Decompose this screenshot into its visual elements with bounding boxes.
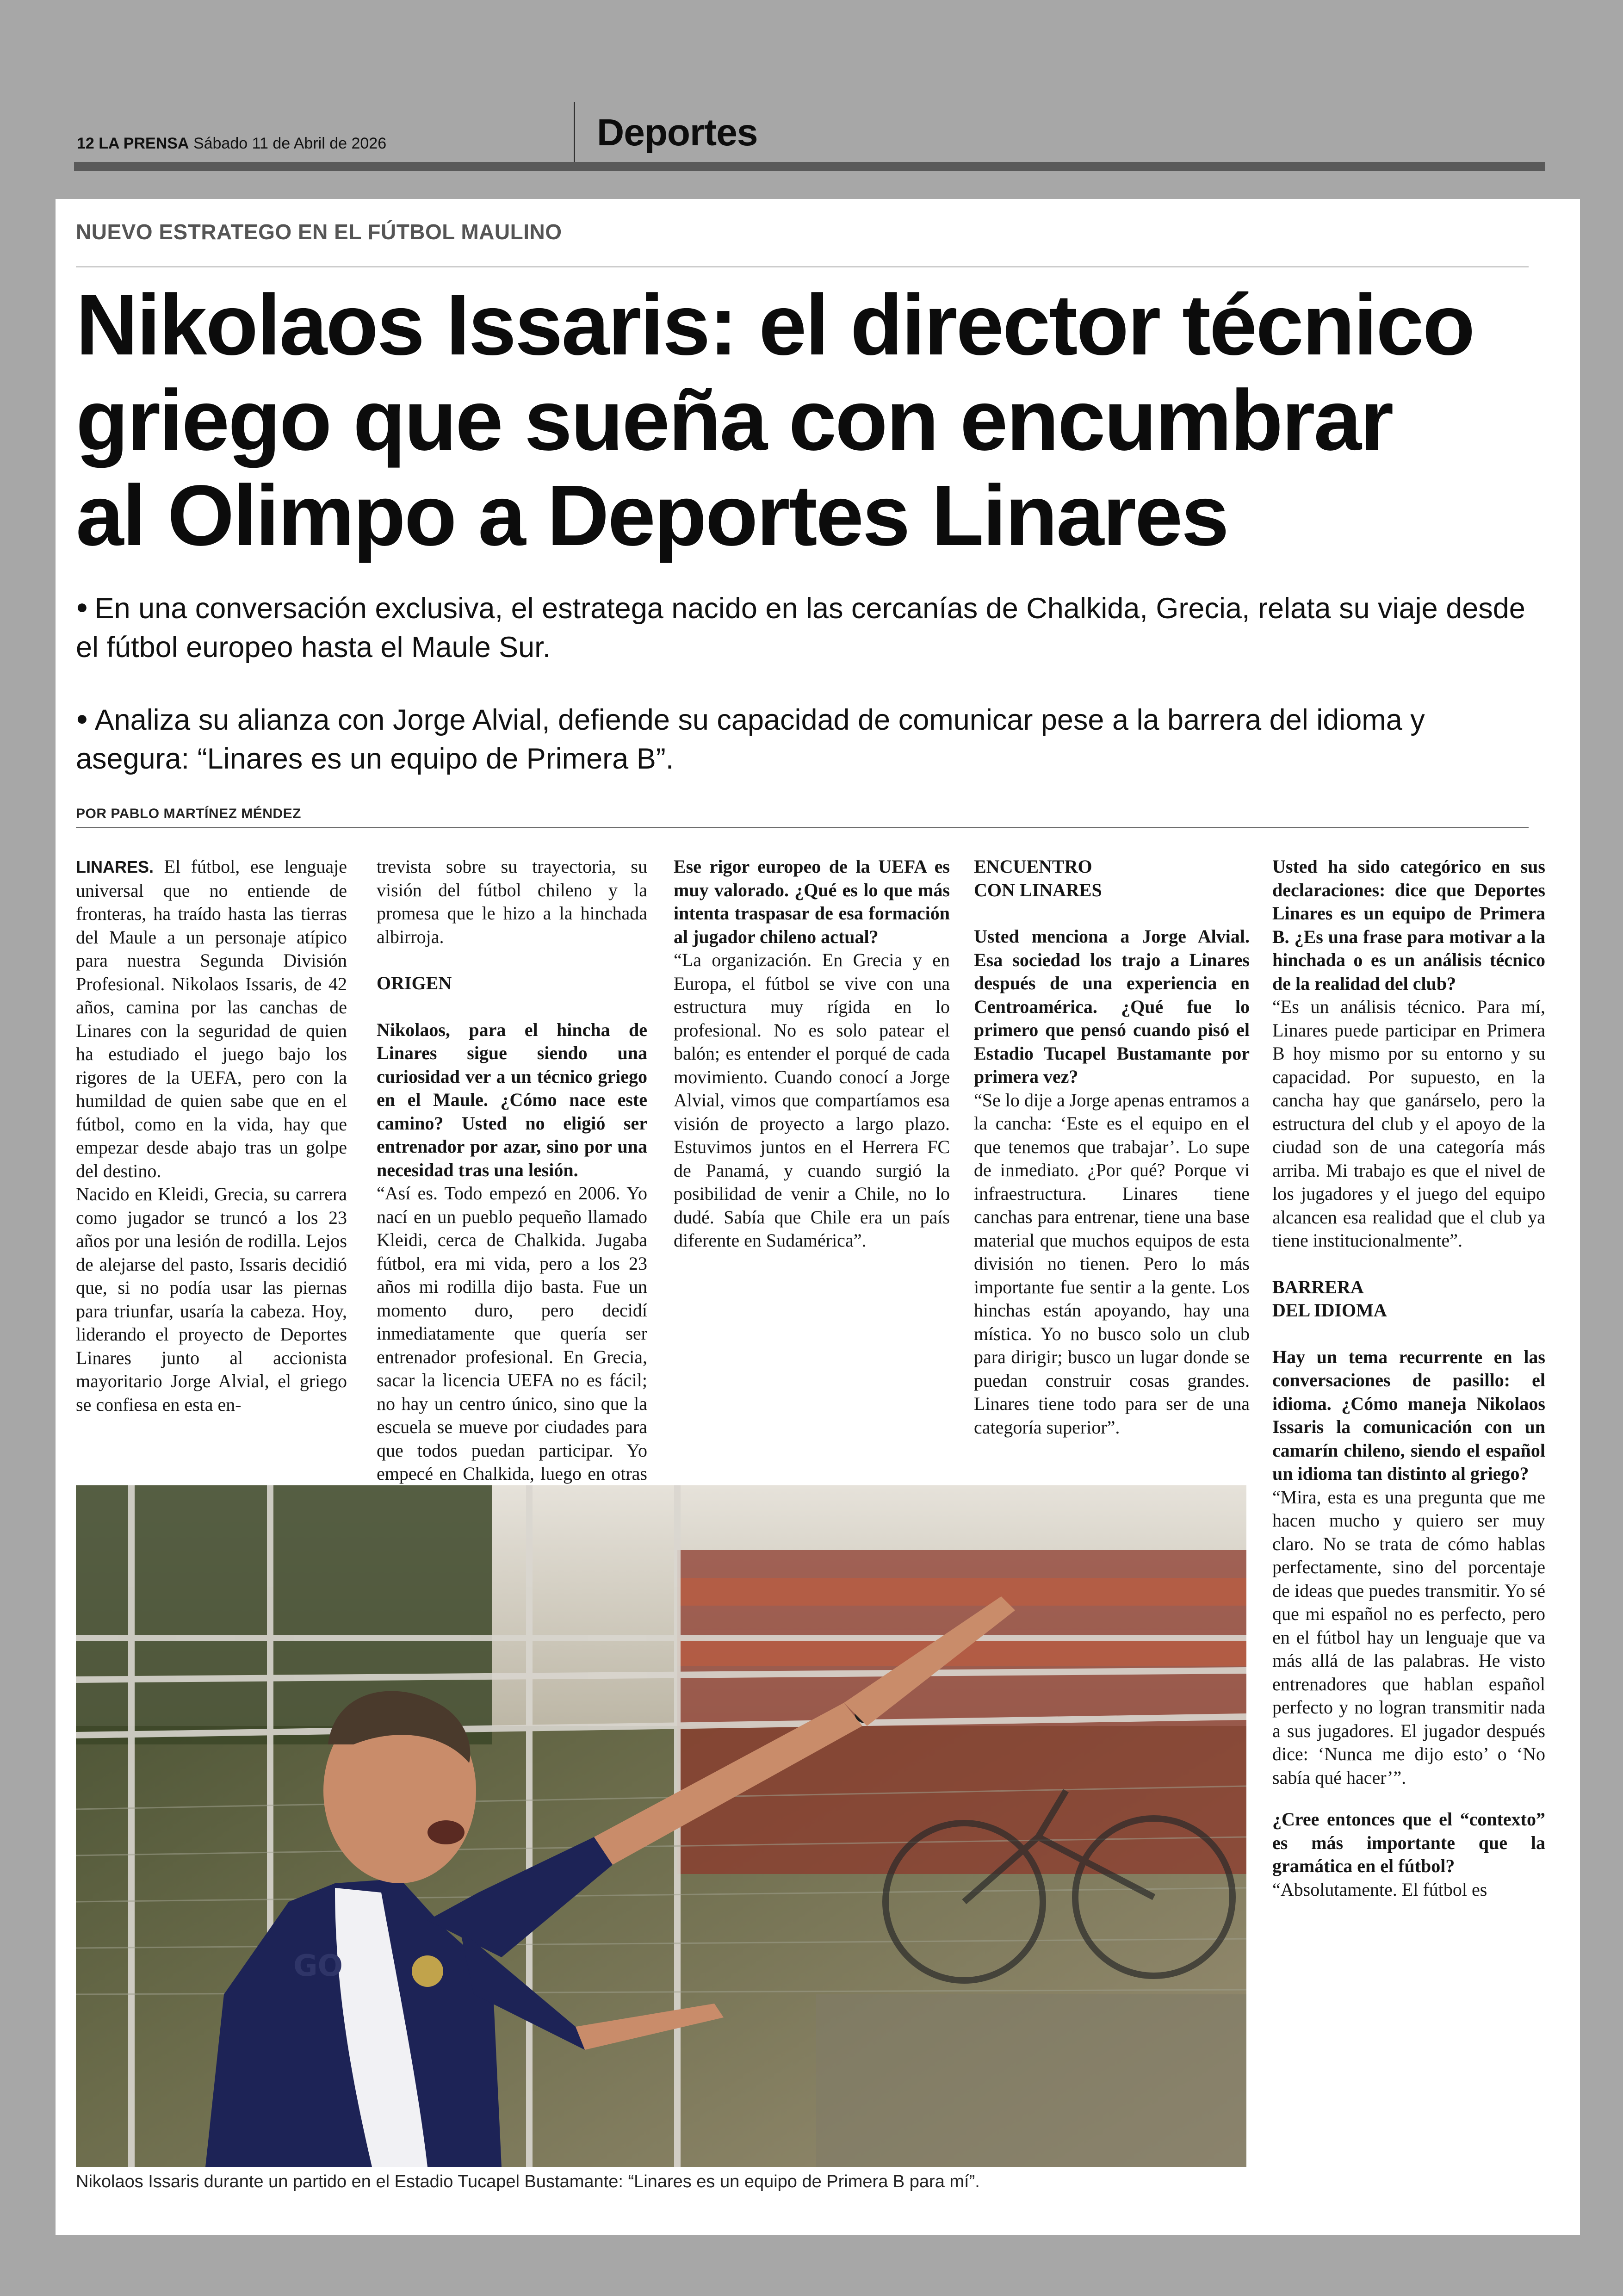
column-5 [1272, 855, 1545, 1901]
column-3 [674, 855, 950, 1253]
question: Usted menciona a Jorge Alvial. Esa sociedad los trajo a Linares después de una experiencia en Centroamérica. ¿Qué fue lo primero que pensó cuando pisó el Estadio Tucapel Bustamante por primera vez? [974, 926, 1250, 1087]
masthead [74, 102, 1545, 171]
masthead-divider [574, 102, 575, 162]
column-1 [76, 855, 347, 1416]
headline-line: Nikolaos Issaris: el director técnico [76, 277, 1474, 373]
dateline: LINARES. [76, 857, 154, 876]
article-photo [76, 1485, 1246, 2167]
answer: “Es un análisis técnico. Para mí, Linares puede participar en Primera B hoy mismo por su entorno y su capacidad. Por supuesto, en la cancha hay que ganárselo, pero la estructura del club y el apoyo de la ciudad son de una categoría más arriba. Mi trabajo es que el nivel de los jugadores y el juego del equipo alcancen esa realidad que el club ya tiene institucionalmente”. [1272, 996, 1545, 1251]
issue-date: Sábado 11 de Abril de 2026 [193, 135, 387, 152]
section-title: Deportes [597, 112, 758, 154]
headline-line: al Olimpo a Deportes Linares [76, 468, 1228, 564]
page-number: 12 [77, 135, 94, 152]
paragraph: LINARES. El fútbol, ese lenguaje universal que no entiende de fronteras, ha traído hasta las tierras del Maule a un personaje atípico para nuestra Segunda División Profesional. Nikolaos Issaris, de 42 años, camina por las canchas de Linares con la seguridad de quien ha estudiado el juego bajo los rigores de la UEFA, pero con la humildad de quien sabe que en el fútbol, como en la vida, hay que empezar desde abajo tras un golpe del destino. [76, 856, 347, 1181]
question: Ese rigor europeo de la UEFA es muy valorado. ¿Qué es lo que más intenta traspasar de esa formación al jugador chileno actual? [674, 856, 950, 947]
answer: “Absolutamente. El fútbol es [1272, 1879, 1487, 1900]
article-page [56, 199, 1580, 2235]
byline-rule [76, 827, 1529, 828]
photo-caption: Nikolaos Issaris durante un partido en el Estadio Tucapel Bustamante: “Linares es un equipo de Primera B para mí”. [76, 2172, 980, 2191]
headline [76, 278, 1533, 564]
question: Nikolaos, para el hincha de Linares sigue siendo una curiosidad ver a un técnico griego en el Maule. ¿Cómo nace este camino? Usted no eligió ser entrenador por azar, sino por una necesidad tras una lesión. [377, 1019, 647, 1180]
kicker-rule [76, 266, 1529, 267]
subhead-barrera: BARRERA DEL IDIOMA [1272, 1276, 1387, 1321]
masthead-rule [74, 162, 1545, 171]
subhead-origen: ORIGEN [377, 973, 452, 993]
question: ¿Cree entonces que el “contexto” es más importante que la gramática en el fútbol? [1272, 1809, 1545, 1876]
subhead-encuentro: ENCUENTRO CON LINARES [974, 856, 1102, 900]
paper-name: LA PRENSA [99, 135, 189, 152]
page-info [77, 135, 386, 153]
paragraph: Nacido en Kleidi, Grecia, su carrera como jugador se truncó a los 23 años por una lesión de rodilla. Lejos de alejarse del pasto, Issaris decidió que, si no podía usar las piernas para triunfar, usaría la cabeza. Hoy, liderando el proyecto de Deportes Linares junto al accionista mayoritario Jorge Alvial, el griego se confiesa en esta en- [76, 1184, 347, 1415]
question: Hay un tema recurrente en las conversaciones de pasillo: el idioma. ¿Cómo maneja Nikolaos Issaris la comunicación con un camarín chileno, siendo el español un idioma tan distinto al griego? [1272, 1346, 1545, 1484]
summary-bullets [76, 588, 1533, 811]
answer: “Así es. Todo empezó en 2006. Yo nací en un pueblo pequeño llamado Kleidi, cerca de Chalkida. Jugaba fútbol, era mi vida, pero a los 23 años mi rodilla dijo basta. Fue un momento duro, pero decidí inmediatamente que quería ser entrenador profesional. En Grecia, sacar la licencia UEFA no es fácil; no hay un centro único, sino que la escuela se mueve por ciudades para que todos puedan participar. Yo empecé en Chalkida, luego en otras [377, 1183, 647, 1484]
column-4 [974, 855, 1250, 1439]
summary-bullet: ● Analiza su alianza con Jorge Alvial, defiende su capacidad de comunicar pese a la barrera del idioma y asegura: “Linares es un equipo de Primera B”. [76, 699, 1533, 778]
kicker: NUEVO ESTRATEGO EN EL FÚTBOL MAULINO [76, 220, 562, 244]
question: Usted ha sido categórico en sus declaraciones: dice que Deportes Linares es un equipo de Primera B. ¿Es una frase para motivar a la hinchada o es un análisis técnico de la realidad del club? [1272, 856, 1545, 994]
byline: POR PABLO MARTÍNEZ MÉNDEZ [76, 806, 301, 821]
jersey-brand: GO [293, 1949, 343, 1983]
summary-bullet: ● En una conversación exclusiva, el estratega nacido en las cercanías de Chalkida, Grecia, relata su viaje desde el fútbol europeo hasta el Maule Sur. [76, 588, 1533, 667]
answer: “Mira, esta es una pregunta que me hacen mucho y quiero ser muy claro. No se trata de cómo hablas perfectamente, sino del porcentaje de ideas que puedes transmitir. Yo sé que mi español no es perfecto, pero en el fútbol hay un lenguaje que va más allá de las palabras. He visto entrenadores que hablan español perfecto y no logran transmitir nada a sus jugadores. El jugador después dice: ‘Nunca me dijo esto’ o ‘No sabía qué hacer’”. [1272, 1486, 1545, 1788]
answer: “La organización. En Grecia y en Europa, el fútbol se vive con una estructura muy rígida en lo profesional. No es solo patear el balón; es entender el porqué de cada movimiento. Cuando conocí a Jorge Alvial, vimos que compartíamos esa visión de proyecto a largo plazo. Estuvimos juntos en el Herrera FC de Panamá, y cuando surgió la posibilidad de venir a Chile, no lo dudé. Sabía que Chile era un país diferente en Sudamérica”. [674, 949, 950, 1251]
answer: “Se lo dije a Jorge apenas entramos a la cancha: ‘Este es el equipo en el que tenemos que trabajar’. Lo supe de inmediato. ¿Por qué? Porque vi infraestructura. Linares tiene canchas para entrenar, tiene una base material que muchos equipos de esta división no tienen. Pero lo más importante fue sentir a la gente. Los hinchas están apoyando, hay una mística. Yo no busco solo un club para dirigir; busco un lugar donde se puedan construir cosas grandes. Linares tiene todo para ser de una categoría superior”. [974, 1089, 1250, 1438]
coach-photo-illustration [76, 1485, 1246, 2167]
headline-line: griego que sueña con encumbrar [76, 372, 1393, 468]
paragraph: trevista sobre su trayectoria, su visión del fútbol chileno y la promesa que le hizo a la hinchada albirroja. [377, 856, 647, 947]
